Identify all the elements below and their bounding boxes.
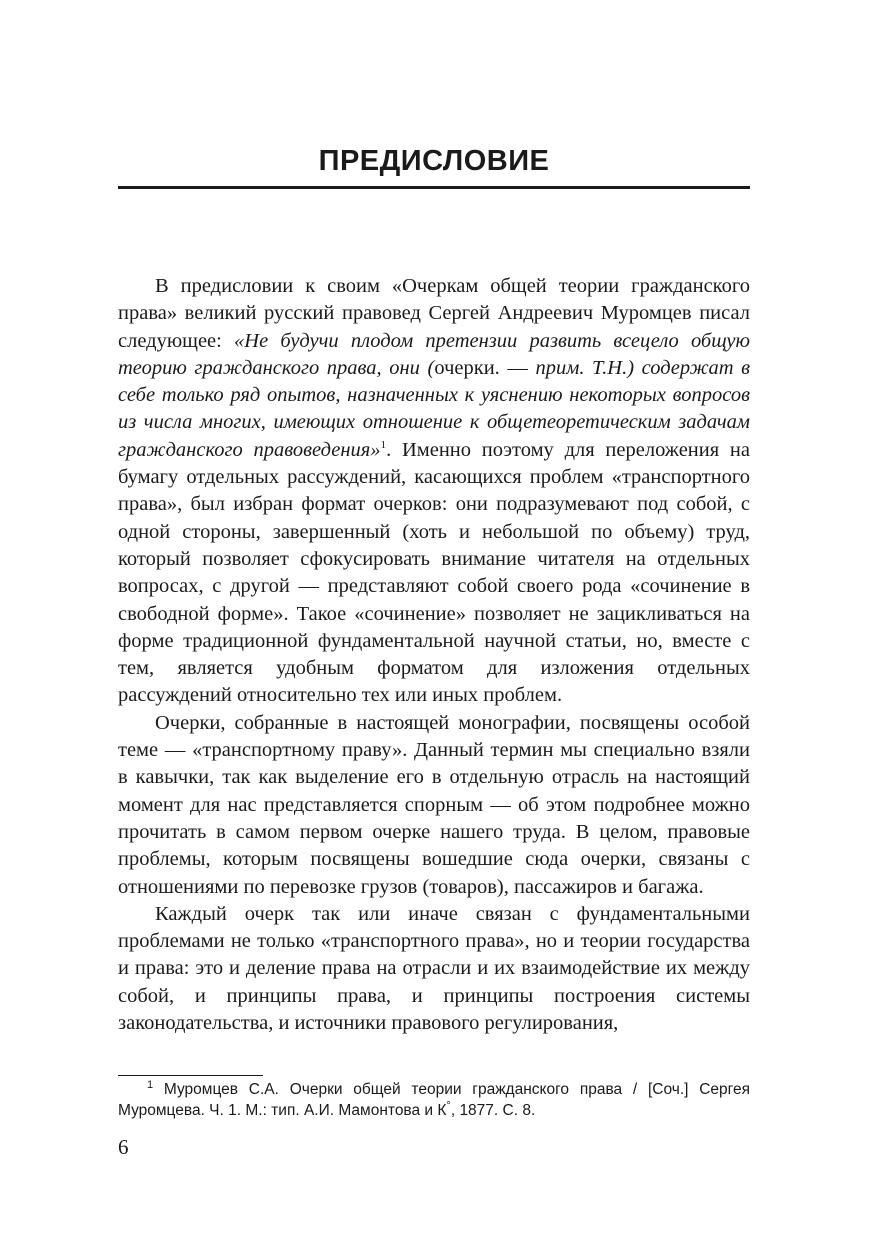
main-text: [118, 273, 750, 1037]
paragraph-1-intro: В предисловии к своим «Очеркам общей теории гражданского права» великий русский правовед Сергей Андреевич Муромцев писал следующее:: [118, 275, 750, 352]
footnote-superscript: °: [446, 1099, 451, 1112]
page-number: 6: [118, 1135, 129, 1159]
paragraph-1-rest: . Именно поэтому для переложения на бумагу отдельных рассуждений, касающихся проблем «транспортного права», был избран формат очерков: они подразумевают под собой, с одной стороны, завершенный (хоть и небольшой по объему) труд, который позволяет сфокусировать внимание читателя на отдельных вопросах, с другой — представляют собой своего рода «сочинение в свободной форме». Такое «сочинение» позволяет не зацикливаться на форме традиционной фундаментальной научной статьи, но, вместе с тем, является удобным форматом для изложения отдельных рассуждений относительно тех или иных проблем.: [118, 438, 750, 707]
footnote: [118, 1079, 750, 1121]
footnote-separator: [118, 1075, 263, 1076]
quotation-part-2: прим. Т.Н.) содержат в себе только ряд опытов, назначенных к уяснению некоторых вопросов из числа многих, имеющих отношение к общетеоретическим задачам гражданского правоведения»: [118, 356, 750, 461]
quotation-note: очерки. —: [434, 356, 536, 379]
paragraph-2: Очерки, собранные в настоящей монографии, посвящены особой теме — «транспортному праву». Данный термин мы специально взяли в кавычки, так как выделение его в отдельную отрасль на настоящий момент для нас представляется спорным — об этом подробнее можно прочитать в самом первом очерке нашего труда. В целом, правовые проблемы, которым посвящены вошедшие сюда очерки, связаны с отношениями по перевозке грузов (товаров), пассажиров и багажа.: [118, 711, 750, 898]
quotation-part-1: «Не будучи плодом претензии развить всецело общую теорию гражданского права, они (: [118, 329, 750, 379]
footnote-reference[interactable]: 1: [380, 438, 387, 451]
paragraph-1: [118, 273, 750, 710]
footnote-text: Муромцев С.А. Очерки общей теории гражданского права / [Соч.] Сергея Муромцева. Ч. 1. М.: тип. А.И. Мамонтова и К: [118, 1081, 750, 1119]
title-underline: [118, 186, 750, 189]
paragraph-3: Каждый очерк так или иначе связан с фундаментальными проблемами не только «транспортного права», но и теории государства и права: это и деление права на отрасли и их взаимодействие их между собой, и принципы права, и принципы построения системы законодательства, и источники правового регулирования,: [118, 902, 750, 1035]
footnote-marker: 1: [147, 1078, 154, 1091]
footnote-text-end: , 1877. С. 8.: [450, 1102, 536, 1119]
page-title: ПРЕДИСЛОВИЕ: [318, 145, 550, 177]
